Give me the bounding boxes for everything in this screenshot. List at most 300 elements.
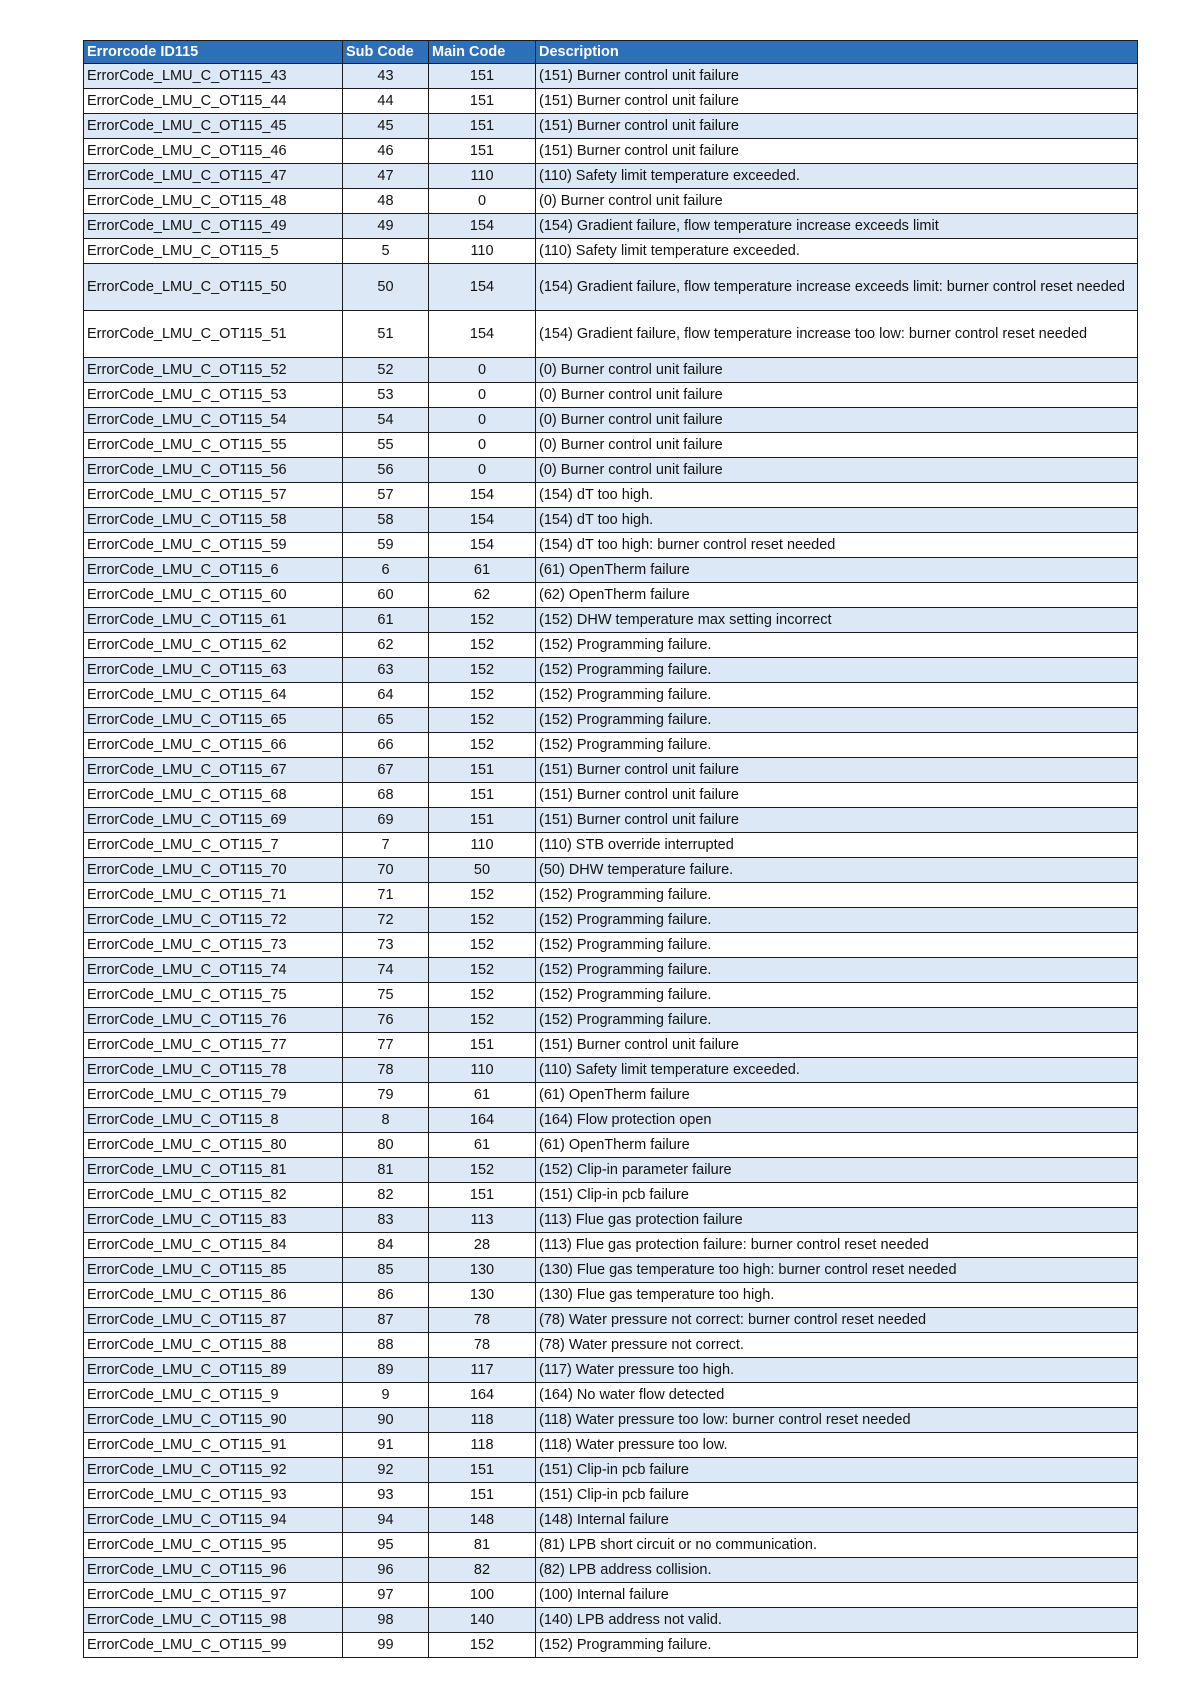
cell-description: (154) Gradient failure, flow temperature increase exceeds limit: burner control reset needed <box>536 264 1138 311</box>
cell-main-code: 110 <box>429 239 536 264</box>
table-row <box>84 1533 1138 1558</box>
table-row <box>84 483 1138 508</box>
table-row <box>84 264 1138 311</box>
table-row <box>84 1558 1138 1583</box>
cell-description: (110) Safety limit temperature exceeded. <box>536 1058 1138 1083</box>
table-row <box>84 783 1138 808</box>
cell-main-code: 152 <box>429 983 536 1008</box>
cell-errorcode-id: ErrorCode_LMU_C_OT115_60 <box>84 583 343 608</box>
table-row <box>84 1208 1138 1233</box>
table-row <box>84 383 1138 408</box>
cell-description: (110) Safety limit temperature exceeded. <box>536 164 1138 189</box>
table-row <box>84 1608 1138 1633</box>
cell-errorcode-id: ErrorCode_LMU_C_OT115_97 <box>84 1583 343 1608</box>
table-row <box>84 1008 1138 1033</box>
cell-description: (113) Flue gas protection failure: burner control reset needed <box>536 1233 1138 1258</box>
cell-sub-code: 8 <box>343 1108 429 1133</box>
cell-description: (151) Burner control unit failure <box>536 114 1138 139</box>
cell-description: (61) OpenTherm failure <box>536 558 1138 583</box>
cell-description: (151) Burner control unit failure <box>536 1033 1138 1058</box>
cell-description: (0) Burner control unit failure <box>536 189 1138 214</box>
cell-main-code: 61 <box>429 1133 536 1158</box>
table-row <box>84 533 1138 558</box>
cell-errorcode-id: ErrorCode_LMU_C_OT115_7 <box>84 833 343 858</box>
cell-main-code: 148 <box>429 1508 536 1533</box>
cell-errorcode-id: ErrorCode_LMU_C_OT115_66 <box>84 733 343 758</box>
cell-main-code: 110 <box>429 833 536 858</box>
header-sub-code: Sub Code <box>343 41 429 64</box>
cell-sub-code: 68 <box>343 783 429 808</box>
cell-sub-code: 86 <box>343 1283 429 1308</box>
cell-sub-code: 65 <box>343 708 429 733</box>
cell-sub-code: 43 <box>343 64 429 89</box>
cell-errorcode-id: ErrorCode_LMU_C_OT115_44 <box>84 89 343 114</box>
cell-sub-code: 97 <box>343 1583 429 1608</box>
cell-description: (154) Gradient failure, flow temperature increase exceeds limit <box>536 214 1138 239</box>
cell-description: (118) Water pressure too low: burner control reset needed <box>536 1408 1138 1433</box>
cell-description: (151) Burner control unit failure <box>536 139 1138 164</box>
cell-sub-code: 52 <box>343 358 429 383</box>
cell-sub-code: 88 <box>343 1333 429 1358</box>
table-row <box>84 958 1138 983</box>
table-row <box>84 139 1138 164</box>
table-row <box>84 983 1138 1008</box>
cell-description: (0) Burner control unit failure <box>536 408 1138 433</box>
cell-main-code: 50 <box>429 858 536 883</box>
cell-sub-code: 82 <box>343 1183 429 1208</box>
table-row <box>84 239 1138 264</box>
cell-sub-code: 57 <box>343 483 429 508</box>
cell-description: (152) Programming failure. <box>536 908 1138 933</box>
cell-main-code: 151 <box>429 64 536 89</box>
cell-errorcode-id: ErrorCode_LMU_C_OT115_71 <box>84 883 343 908</box>
cell-main-code: 151 <box>429 758 536 783</box>
cell-description: (130) Flue gas temperature too high. <box>536 1283 1138 1308</box>
cell-description: (152) DHW temperature max setting incorrect <box>536 608 1138 633</box>
cell-errorcode-id: ErrorCode_LMU_C_OT115_77 <box>84 1033 343 1058</box>
cell-main-code: 151 <box>429 783 536 808</box>
cell-main-code: 152 <box>429 908 536 933</box>
cell-description: (152) Programming failure. <box>536 733 1138 758</box>
cell-main-code: 152 <box>429 608 536 633</box>
cell-main-code: 62 <box>429 583 536 608</box>
table-row <box>84 908 1138 933</box>
cell-main-code: 151 <box>429 1483 536 1508</box>
cell-main-code: 117 <box>429 1358 536 1383</box>
cell-description: (151) Clip-in pcb failure <box>536 1183 1138 1208</box>
cell-main-code: 0 <box>429 189 536 214</box>
cell-description: (152) Programming failure. <box>536 933 1138 958</box>
cell-errorcode-id: ErrorCode_LMU_C_OT115_8 <box>84 1108 343 1133</box>
cell-main-code: 110 <box>429 164 536 189</box>
cell-sub-code: 89 <box>343 1358 429 1383</box>
cell-sub-code: 49 <box>343 214 429 239</box>
header-main-code: Main Code <box>429 41 536 64</box>
cell-sub-code: 44 <box>343 89 429 114</box>
table-row <box>84 608 1138 633</box>
cell-sub-code: 62 <box>343 633 429 658</box>
cell-sub-code: 53 <box>343 383 429 408</box>
table-row <box>84 1183 1138 1208</box>
cell-main-code: 154 <box>429 508 536 533</box>
cell-sub-code: 78 <box>343 1058 429 1083</box>
cell-errorcode-id: ErrorCode_LMU_C_OT115_90 <box>84 1408 343 1433</box>
cell-description: (61) OpenTherm failure <box>536 1133 1138 1158</box>
cell-sub-code: 60 <box>343 583 429 608</box>
cell-errorcode-id: ErrorCode_LMU_C_OT115_55 <box>84 433 343 458</box>
table-row <box>84 458 1138 483</box>
cell-description: (82) LPB address collision. <box>536 1558 1138 1583</box>
cell-main-code: 152 <box>429 958 536 983</box>
table-row <box>84 1133 1138 1158</box>
cell-description: (152) Programming failure. <box>536 958 1138 983</box>
cell-main-code: 152 <box>429 733 536 758</box>
cell-sub-code: 94 <box>343 1508 429 1533</box>
cell-main-code: 151 <box>429 1183 536 1208</box>
cell-main-code: 113 <box>429 1208 536 1233</box>
cell-errorcode-id: ErrorCode_LMU_C_OT115_9 <box>84 1383 343 1408</box>
cell-sub-code: 79 <box>343 1083 429 1108</box>
table-row <box>84 833 1138 858</box>
cell-sub-code: 85 <box>343 1258 429 1283</box>
cell-description: (100) Internal failure <box>536 1583 1138 1608</box>
cell-errorcode-id: ErrorCode_LMU_C_OT115_43 <box>84 64 343 89</box>
cell-main-code: 151 <box>429 1033 536 1058</box>
table-row <box>84 558 1138 583</box>
table-row <box>84 64 1138 89</box>
cell-description: (151) Burner control unit failure <box>536 758 1138 783</box>
cell-sub-code: 92 <box>343 1458 429 1483</box>
cell-main-code: 28 <box>429 1233 536 1258</box>
table-row <box>84 1033 1138 1058</box>
cell-description: (152) Clip-in parameter failure <box>536 1158 1138 1183</box>
cell-errorcode-id: ErrorCode_LMU_C_OT115_80 <box>84 1133 343 1158</box>
cell-main-code: 152 <box>429 1008 536 1033</box>
table-row <box>84 583 1138 608</box>
cell-main-code: 81 <box>429 1533 536 1558</box>
cell-main-code: 152 <box>429 683 536 708</box>
cell-sub-code: 64 <box>343 683 429 708</box>
cell-errorcode-id: ErrorCode_LMU_C_OT115_64 <box>84 683 343 708</box>
cell-description: (50) DHW temperature failure. <box>536 858 1138 883</box>
cell-sub-code: 50 <box>343 264 429 311</box>
table-row <box>84 1258 1138 1283</box>
table-row <box>84 733 1138 758</box>
table-row <box>84 1508 1138 1533</box>
cell-errorcode-id: ErrorCode_LMU_C_OT115_94 <box>84 1508 343 1533</box>
cell-errorcode-id: ErrorCode_LMU_C_OT115_76 <box>84 1008 343 1033</box>
cell-main-code: 152 <box>429 933 536 958</box>
cell-sub-code: 46 <box>343 139 429 164</box>
cell-sub-code: 74 <box>343 958 429 983</box>
cell-errorcode-id: ErrorCode_LMU_C_OT115_50 <box>84 264 343 311</box>
cell-description: (151) Clip-in pcb failure <box>536 1458 1138 1483</box>
cell-errorcode-id: ErrorCode_LMU_C_OT115_78 <box>84 1058 343 1083</box>
table-row <box>84 1158 1138 1183</box>
cell-sub-code: 91 <box>343 1433 429 1458</box>
table-row <box>84 1433 1138 1458</box>
cell-main-code: 0 <box>429 433 536 458</box>
table-row <box>84 214 1138 239</box>
cell-errorcode-id: ErrorCode_LMU_C_OT115_62 <box>84 633 343 658</box>
cell-sub-code: 75 <box>343 983 429 1008</box>
cell-sub-code: 55 <box>343 433 429 458</box>
cell-description: (151) Burner control unit failure <box>536 64 1138 89</box>
cell-description: (62) OpenTherm failure <box>536 583 1138 608</box>
cell-description: (0) Burner control unit failure <box>536 433 1138 458</box>
cell-sub-code: 90 <box>343 1408 429 1433</box>
cell-main-code: 151 <box>429 808 536 833</box>
cell-main-code: 152 <box>429 633 536 658</box>
cell-description: (151) Burner control unit failure <box>536 808 1138 833</box>
cell-errorcode-id: ErrorCode_LMU_C_OT115_68 <box>84 783 343 808</box>
cell-description: (152) Programming failure. <box>536 708 1138 733</box>
cell-sub-code: 83 <box>343 1208 429 1233</box>
cell-errorcode-id: ErrorCode_LMU_C_OT115_99 <box>84 1633 343 1658</box>
cell-errorcode-id: ErrorCode_LMU_C_OT115_72 <box>84 908 343 933</box>
cell-main-code: 152 <box>429 1158 536 1183</box>
cell-sub-code: 72 <box>343 908 429 933</box>
cell-main-code: 154 <box>429 311 536 358</box>
cell-sub-code: 6 <box>343 558 429 583</box>
cell-description: (110) Safety limit temperature exceeded. <box>536 239 1138 264</box>
table-row <box>84 1233 1138 1258</box>
cell-sub-code: 69 <box>343 808 429 833</box>
cell-main-code: 140 <box>429 1608 536 1633</box>
table-row <box>84 114 1138 139</box>
cell-errorcode-id: ErrorCode_LMU_C_OT115_45 <box>84 114 343 139</box>
cell-main-code: 151 <box>429 114 536 139</box>
table-row <box>84 883 1138 908</box>
cell-errorcode-id: ErrorCode_LMU_C_OT115_58 <box>84 508 343 533</box>
cell-sub-code: 93 <box>343 1483 429 1508</box>
cell-errorcode-id: ErrorCode_LMU_C_OT115_79 <box>84 1083 343 1108</box>
cell-description: (152) Programming failure. <box>536 1008 1138 1033</box>
cell-description: (151) Burner control unit failure <box>536 783 1138 808</box>
cell-main-code: 118 <box>429 1433 536 1458</box>
cell-main-code: 154 <box>429 483 536 508</box>
cell-main-code: 0 <box>429 408 536 433</box>
cell-errorcode-id: ErrorCode_LMU_C_OT115_54 <box>84 408 343 433</box>
cell-description: (130) Flue gas temperature too high: burner control reset needed <box>536 1258 1138 1283</box>
cell-sub-code: 9 <box>343 1383 429 1408</box>
table-row <box>84 1283 1138 1308</box>
cell-main-code: 130 <box>429 1283 536 1308</box>
cell-sub-code: 63 <box>343 658 429 683</box>
cell-description: (113) Flue gas protection failure <box>536 1208 1138 1233</box>
cell-description: (154) dT too high. <box>536 483 1138 508</box>
cell-errorcode-id: ErrorCode_LMU_C_OT115_48 <box>84 189 343 214</box>
cell-main-code: 152 <box>429 883 536 908</box>
cell-main-code: 0 <box>429 458 536 483</box>
cell-description: (151) Burner control unit failure <box>536 89 1138 114</box>
cell-errorcode-id: ErrorCode_LMU_C_OT115_49 <box>84 214 343 239</box>
cell-main-code: 154 <box>429 533 536 558</box>
cell-description: (140) LPB address not valid. <box>536 1608 1138 1633</box>
cell-description: (110) STB override interrupted <box>536 833 1138 858</box>
cell-sub-code: 66 <box>343 733 429 758</box>
table-row <box>84 1333 1138 1358</box>
cell-description: (81) LPB short circuit or no communication. <box>536 1533 1138 1558</box>
cell-errorcode-id: ErrorCode_LMU_C_OT115_74 <box>84 958 343 983</box>
cell-main-code: 152 <box>429 1633 536 1658</box>
cell-errorcode-id: ErrorCode_LMU_C_OT115_92 <box>84 1458 343 1483</box>
cell-sub-code: 96 <box>343 1558 429 1583</box>
cell-sub-code: 81 <box>343 1158 429 1183</box>
cell-errorcode-id: ErrorCode_LMU_C_OT115_81 <box>84 1158 343 1183</box>
cell-description: (152) Programming failure. <box>536 633 1138 658</box>
cell-sub-code: 73 <box>343 933 429 958</box>
cell-sub-code: 87 <box>343 1308 429 1333</box>
cell-sub-code: 95 <box>343 1533 429 1558</box>
cell-description: (148) Internal failure <box>536 1508 1138 1533</box>
cell-errorcode-id: ErrorCode_LMU_C_OT115_6 <box>84 558 343 583</box>
cell-sub-code: 5 <box>343 239 429 264</box>
cell-sub-code: 7 <box>343 833 429 858</box>
table-row <box>84 311 1138 358</box>
table-row <box>84 408 1138 433</box>
cell-errorcode-id: ErrorCode_LMU_C_OT115_57 <box>84 483 343 508</box>
cell-main-code: 154 <box>429 214 536 239</box>
table-row <box>84 358 1138 383</box>
cell-errorcode-id: ErrorCode_LMU_C_OT115_95 <box>84 1533 343 1558</box>
cell-sub-code: 61 <box>343 608 429 633</box>
table-row <box>84 933 1138 958</box>
table-row <box>84 808 1138 833</box>
table-row <box>84 633 1138 658</box>
table-row <box>84 164 1138 189</box>
cell-main-code: 164 <box>429 1108 536 1133</box>
cell-errorcode-id: ErrorCode_LMU_C_OT115_75 <box>84 983 343 1008</box>
table-row <box>84 658 1138 683</box>
table-row <box>84 1083 1138 1108</box>
cell-sub-code: 80 <box>343 1133 429 1158</box>
cell-main-code: 118 <box>429 1408 536 1433</box>
table-row <box>84 1383 1138 1408</box>
table-row <box>84 1583 1138 1608</box>
cell-main-code: 0 <box>429 383 536 408</box>
cell-errorcode-id: ErrorCode_LMU_C_OT115_63 <box>84 658 343 683</box>
table-row <box>84 708 1138 733</box>
cell-main-code: 151 <box>429 89 536 114</box>
cell-description: (152) Programming failure. <box>536 683 1138 708</box>
table-row <box>84 89 1138 114</box>
cell-main-code: 78 <box>429 1308 536 1333</box>
cell-main-code: 61 <box>429 1083 536 1108</box>
cell-main-code: 152 <box>429 658 536 683</box>
cell-sub-code: 77 <box>343 1033 429 1058</box>
table-row <box>84 1108 1138 1133</box>
cell-errorcode-id: ErrorCode_LMU_C_OT115_59 <box>84 533 343 558</box>
cell-errorcode-id: ErrorCode_LMU_C_OT115_82 <box>84 1183 343 1208</box>
table-row <box>84 1408 1138 1433</box>
cell-errorcode-id: ErrorCode_LMU_C_OT115_73 <box>84 933 343 958</box>
cell-errorcode-id: ErrorCode_LMU_C_OT115_96 <box>84 1558 343 1583</box>
cell-description: (152) Programming failure. <box>536 1633 1138 1658</box>
cell-description: (0) Burner control unit failure <box>536 358 1138 383</box>
cell-description: (0) Burner control unit failure <box>536 383 1138 408</box>
cell-main-code: 110 <box>429 1058 536 1083</box>
cell-main-code: 82 <box>429 1558 536 1583</box>
cell-main-code: 152 <box>429 708 536 733</box>
cell-main-code: 130 <box>429 1258 536 1283</box>
cell-description: (164) Flow protection open <box>536 1108 1138 1133</box>
cell-errorcode-id: ErrorCode_LMU_C_OT115_56 <box>84 458 343 483</box>
cell-errorcode-id: ErrorCode_LMU_C_OT115_84 <box>84 1233 343 1258</box>
cell-description: (152) Programming failure. <box>536 983 1138 1008</box>
cell-errorcode-id: ErrorCode_LMU_C_OT115_83 <box>84 1208 343 1233</box>
cell-sub-code: 47 <box>343 164 429 189</box>
cell-errorcode-id: ErrorCode_LMU_C_OT115_87 <box>84 1308 343 1333</box>
cell-sub-code: 99 <box>343 1633 429 1658</box>
cell-description: (154) Gradient failure, flow temperature increase too low: burner control reset needed <box>536 311 1138 358</box>
cell-main-code: 151 <box>429 139 536 164</box>
cell-errorcode-id: ErrorCode_LMU_C_OT115_47 <box>84 164 343 189</box>
table-row <box>84 1633 1138 1658</box>
table-row <box>84 1358 1138 1383</box>
table-row <box>84 1308 1138 1333</box>
cell-errorcode-id: ErrorCode_LMU_C_OT115_61 <box>84 608 343 633</box>
table-row <box>84 189 1138 214</box>
cell-main-code: 78 <box>429 1333 536 1358</box>
cell-errorcode-id: ErrorCode_LMU_C_OT115_86 <box>84 1283 343 1308</box>
cell-main-code: 61 <box>429 558 536 583</box>
cell-main-code: 164 <box>429 1383 536 1408</box>
error-code-table <box>83 40 1138 1658</box>
cell-main-code: 151 <box>429 1458 536 1483</box>
cell-description: (154) dT too high: burner control reset needed <box>536 533 1138 558</box>
cell-sub-code: 54 <box>343 408 429 433</box>
cell-errorcode-id: ErrorCode_LMU_C_OT115_70 <box>84 858 343 883</box>
header-description: Description <box>536 41 1138 64</box>
cell-description: (164) No water flow detected <box>536 1383 1138 1408</box>
table-row <box>84 1058 1138 1083</box>
table-row <box>84 1483 1138 1508</box>
cell-description: (78) Water pressure not correct: burner control reset needed <box>536 1308 1138 1333</box>
cell-errorcode-id: ErrorCode_LMU_C_OT115_98 <box>84 1608 343 1633</box>
cell-sub-code: 58 <box>343 508 429 533</box>
cell-sub-code: 71 <box>343 883 429 908</box>
cell-sub-code: 67 <box>343 758 429 783</box>
cell-main-code: 154 <box>429 264 536 311</box>
table-row <box>84 758 1138 783</box>
cell-sub-code: 45 <box>343 114 429 139</box>
cell-sub-code: 70 <box>343 858 429 883</box>
cell-errorcode-id: ErrorCode_LMU_C_OT115_46 <box>84 139 343 164</box>
table-row <box>84 508 1138 533</box>
cell-sub-code: 84 <box>343 1233 429 1258</box>
cell-sub-code: 59 <box>343 533 429 558</box>
cell-errorcode-id: ErrorCode_LMU_C_OT115_65 <box>84 708 343 733</box>
cell-description: (152) Programming failure. <box>536 658 1138 683</box>
table-row <box>84 1458 1138 1483</box>
cell-errorcode-id: ErrorCode_LMU_C_OT115_53 <box>84 383 343 408</box>
cell-errorcode-id: ErrorCode_LMU_C_OT115_88 <box>84 1333 343 1358</box>
cell-sub-code: 76 <box>343 1008 429 1033</box>
cell-errorcode-id: ErrorCode_LMU_C_OT115_52 <box>84 358 343 383</box>
table-row <box>84 683 1138 708</box>
cell-errorcode-id: ErrorCode_LMU_C_OT115_85 <box>84 1258 343 1283</box>
cell-description: (0) Burner control unit failure <box>536 458 1138 483</box>
cell-errorcode-id: ErrorCode_LMU_C_OT115_89 <box>84 1358 343 1383</box>
table-row <box>84 858 1138 883</box>
cell-errorcode-id: ErrorCode_LMU_C_OT115_67 <box>84 758 343 783</box>
cell-sub-code: 51 <box>343 311 429 358</box>
cell-description: (152) Programming failure. <box>536 883 1138 908</box>
cell-description: (118) Water pressure too low. <box>536 1433 1138 1458</box>
cell-description: (151) Clip-in pcb failure <box>536 1483 1138 1508</box>
cell-sub-code: 56 <box>343 458 429 483</box>
